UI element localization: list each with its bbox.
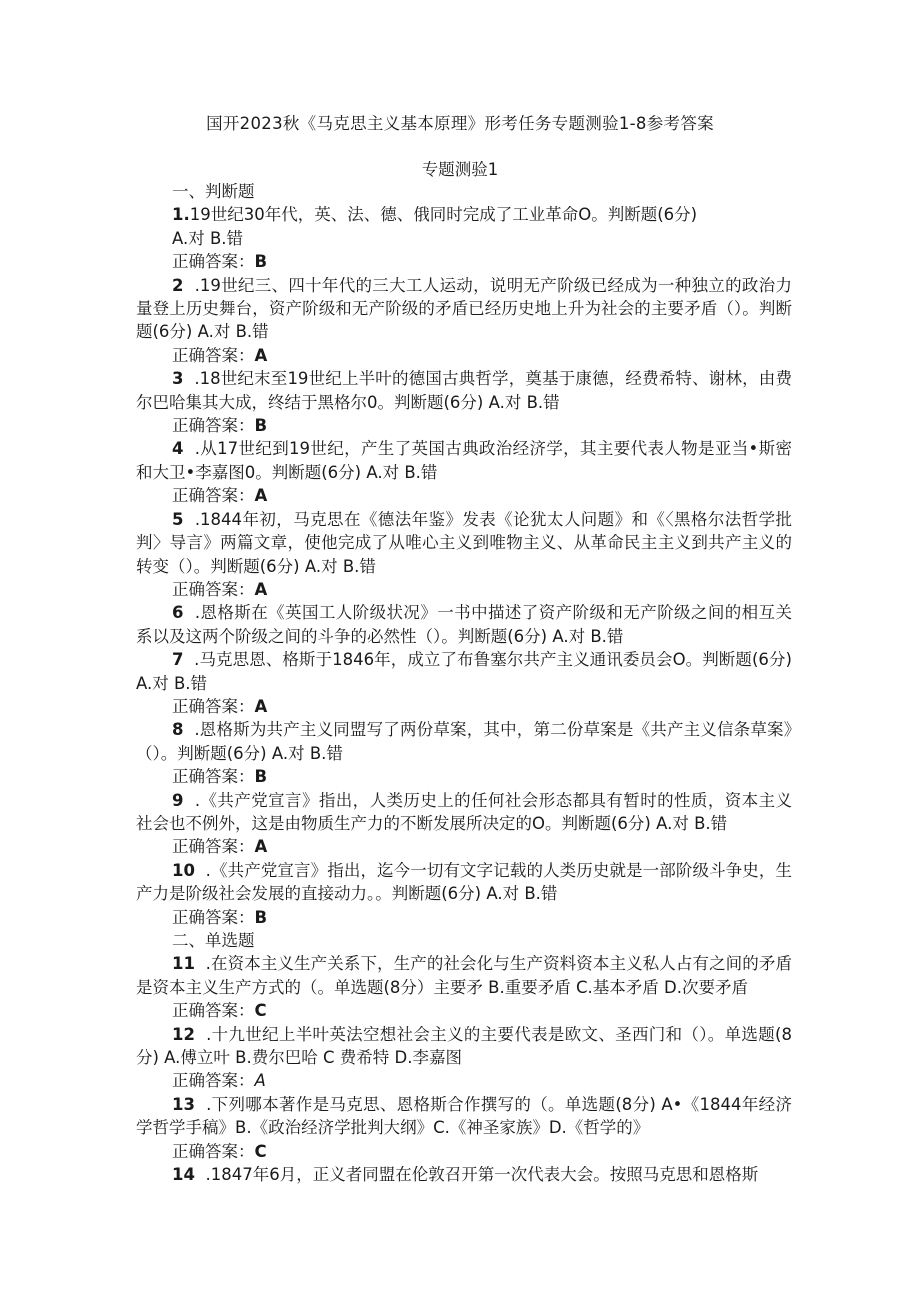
answer-line: 正确答案：B — [172, 416, 268, 436]
answer-line: 正确答案：B — [172, 767, 268, 787]
question-item: 5 .1844年初，马克思在《德法年鉴》发表《论犹太人问题》和《〈黑格尔法哲学批判〉导言》两篇文章，使他完成了从唯心主义到唯物主义、从革命民主主义到共产主义的转变（）。判断题(6分) A.对 B.错 — [136, 509, 792, 576]
question-item: 10 .《共产党宣言》指出，迄今一切有文字记载的人类历史就是一部阶级斗争史，生产力是阶级社会发展的直接动力。。判断题(6分) A.对 B.错 — [136, 860, 792, 904]
question-item: 13 .下列哪本著作是马克思、恩格斯合作撰写的（。单选题(8分) A•《1844年经济学哲学手稿》B.《政治经济学批判大纲》C.《神圣家族》D.《哲学的》 — [136, 1094, 793, 1138]
answer-line: 正确答案：A — [172, 837, 268, 857]
question-item: 2 .19世纪三、四十年代的三大工人运动，说明无产阶级已经成为一种独立的政治力量登上历史舞台，资产阶级和无产阶级的矛盾已经历史地上升为社会的主要矛盾（）。判断题(6分) A.对 B.错 — [136, 275, 792, 342]
answer-line: 正确答案：B — [172, 907, 268, 927]
question-item: 8 .恩格斯为共产主义同盟写了两份草案，其中，第二份草案是《共产主义信条草案》（）。判断题(6分) A.对 B.错 — [136, 720, 792, 763]
question-item: 14 .1847年6月，正义者同盟在伦敦召开第一次代表大会。按照马克思和恩格斯 — [172, 1165, 759, 1185]
question-options: A.对 B.错 — [172, 228, 244, 248]
document-title: 国开2023秋《马克思主义基本原理》形考任务专题测验1-8参考答案 — [206, 114, 714, 133]
answer-line: 正确答案：A — [172, 486, 268, 506]
part-heading: 二、单选题 — [172, 931, 255, 950]
answer-line: 正确答案：A — [172, 345, 268, 365]
question-item: 4 .从17世纪到19世纪，产生了英国古典政治经济学，其主要代表人物是亚当•斯密和大卫•李嘉图0。判断题(6分) A.对 B.错 — [136, 439, 792, 482]
question-item: 6 .恩格斯在《英国工人阶级状况》一书中描述了资产阶级和无产阶级之间的相互关系以及这两个阶级之间的斗争的必然性（）。判断题(6分) A.对 B.错 — [136, 603, 792, 646]
question-item: 12 .十九世纪上半叶英法空想社会主义的主要代表是欧文、圣西门和（）。单选题(8分) A.傅立叶 B.费尔巴哈 C 费希特 D.李嘉图 — [136, 1024, 792, 1068]
answer-line: 正确答案：A — [172, 696, 268, 716]
answer-line: 正确答案：A — [172, 579, 268, 599]
answer-line: 正确答案：C — [172, 1141, 267, 1161]
part-heading: 一、判断题 — [172, 182, 255, 201]
question-item: 1.19世纪30年代，英、法、德、俄同时完成了工业革命O。判断题(6分) — [172, 205, 698, 225]
question-item: 11 .在资本主义生产关系下，生产的社会化与生产资料资本主义私人占有之间的矛盾是资本主义生产方式的（。单选题(8分）主要矛 B.重要矛盾 C.基本矛盾 D.次要矛盾 — [136, 954, 792, 997]
answer-line: 正确答案：C — [172, 1001, 267, 1021]
question-item: 3 .18世纪末至19世纪上半叶的德国古典哲学，奠基于康德，经费希特、谢林，由费尔巴哈集其大成，终结于黑格尔0。判断题(6分) A.对 B.错 — [136, 369, 792, 412]
document-body — [136, 180, 792, 1186]
answer-line: 正确答案：A — [172, 1071, 266, 1091]
answer-line: 正确答案：B — [172, 252, 268, 272]
question-item: 7 .马克思恩、格斯于1846年，成立了布鲁塞尔共产主义通讯委员会O。判断题(6分) A.对 B.错 — [136, 650, 792, 693]
section-title: 专题测验1 — [421, 160, 499, 179]
question-item: 9 .《共产党宣言》指出，人类历史上的任何社会形态都具有暂时的性质，资本主义社会也不例外，这是由物质生产力的不断发展所决定的O。判断题(6分) A.对 B.错 — [136, 790, 792, 833]
